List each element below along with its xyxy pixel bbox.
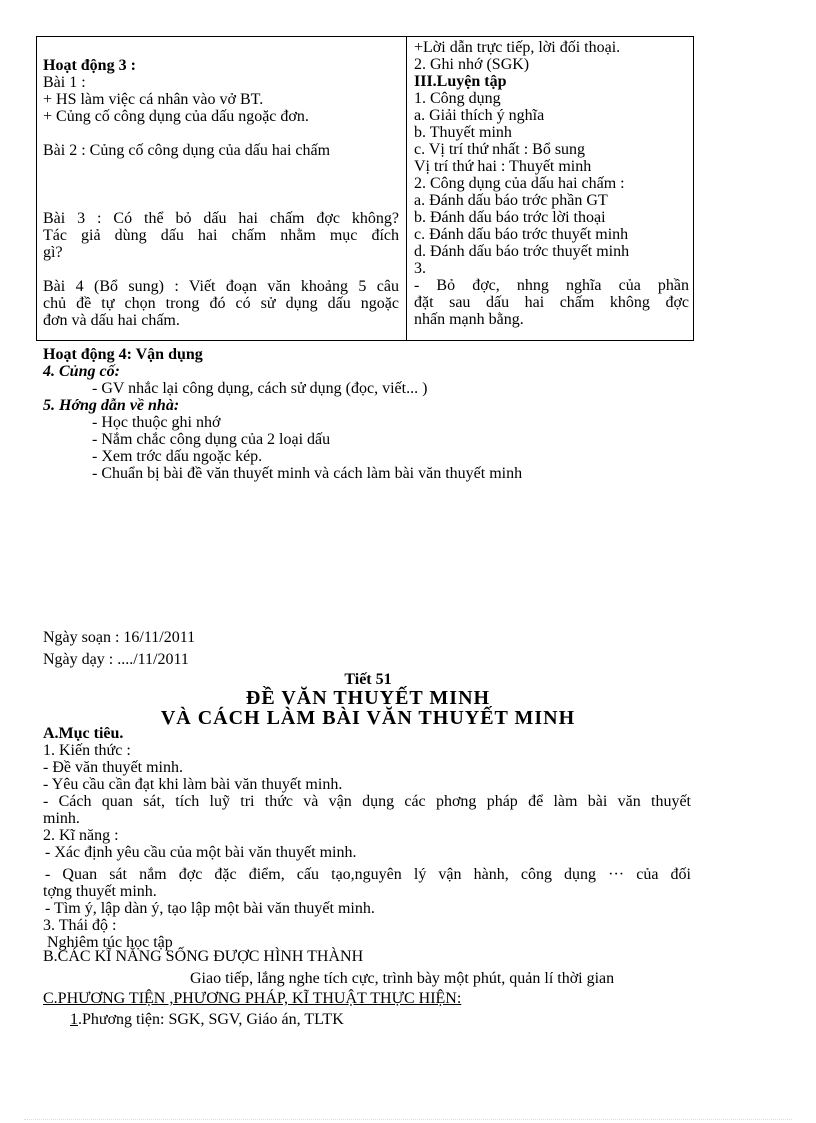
page-bottom-rule [24,1119,792,1120]
right-line-7: c. Vị trí thứ nhất : Bổ sung [414,141,586,158]
skill-item-1: - Xác định yêu cầu của một bài văn thuyết minh. [45,844,357,861]
activity-3-heading: Hoạt động 3 : [43,57,136,74]
right-line-16: đặt sau dấu hai chấm không đợc [414,294,689,311]
bai2-text: Bài 2 : Củng cố công dụng của dấu hai chấm [43,142,331,159]
bai1-line2: + Củng cố công dụng của dấu ngoặc đơn. [43,108,309,125]
knowledge-item-1: - Đề văn thuyết minh. [43,759,183,776]
attitude-item: Nghiêm túc học tập [47,934,173,951]
right-line-11: b. Đánh dấu báo trớc lời thoại [414,209,606,226]
right-line-1: +Lời dẫn trực tiếp, lời đối thoại. [414,39,621,56]
lesson-number: Tiết 51 [344,671,392,688]
right-line-17: nhấn mạnh bằng. [414,311,524,328]
right-line-13: d. Đánh dấu báo trớc thuyết minh [414,243,630,260]
skill-item-2-line2: tợng thuyết minh. [43,883,157,900]
table-right-cell [414,39,689,328]
skills-heading-2: 2. Kĩ năng : [43,827,119,844]
knowledge-item-3-wrap [43,793,691,810]
table-divider [406,37,407,340]
methods-item-1-text: .Phương tiện: SGK, SGV, Giáo án, TLTK [78,1011,344,1028]
bai1-title: Bài 1 : [43,74,86,91]
bai4-line2: chủ đề tự chọn trong đó có sử dụng dấu ngoặc [43,295,399,312]
methods-heading: C.PHƯƠNG TIỆN ,PHƯƠNG PHÁP, KĨ THUẬT THỰC HIỆN: [43,990,462,1007]
lesson-title-line2: VÀ CÁCH LÀM BÀI VĂN THUYẾT MINH [160,707,576,729]
right-line-4: 1. Công dụng [414,90,501,107]
homework-item-2: - Nắm chắc công dụng của 2 loại dấu [92,431,331,448]
bai3-line3: gì? [43,244,63,261]
bai4-line1: Bài 4 (Bổ sung) : Viết đoạn văn khoảng 5 câu [43,278,399,295]
skill-item-3: - Tìm ý, lập dàn ý, tạo lập một bài văn thuyết minh. [45,900,375,917]
objectives-heading: A.Mục tiêu. [43,725,124,742]
right-line-10: a. Đánh dấu báo trớc phần GT [414,192,608,209]
homework-item-1: - Học thuộc ghi nhớ [92,414,221,431]
homework-item-4: - Chuẩn bị bài đề văn thuyết minh và cách làm bài văn thuyết minh [92,465,523,482]
bai1-line1: + HS làm việc cá nhân vào vở BT. [43,91,264,108]
knowledge-item-2: - Yêu cầu cần đạt khi làm bài văn thuyết minh. [43,776,343,793]
skill-item-2-wrap [45,866,691,883]
cung-co-item: - GV nhắc lại công dụng, cách sử dụng (đọc, viết... ) [92,380,428,397]
date-prepared: Ngày soạn : 16/11/2011 [43,629,196,646]
bai3-line2: Tác giả dùng dấu hai chấm nhằm mục đích [43,227,399,244]
knowledge-item-3-line2: minh. [43,810,80,827]
methods-item-1-number: 1 [70,1011,78,1028]
right-line-5: a. Giải thích ý nghĩa [414,107,545,124]
life-skills-heading: B.CÁC KĨ NĂNG SỐNG ĐƯỢC HÌNH THÀNH [43,948,364,965]
huong-dan-heading: 5. Hớng dẫn về nhà: [43,397,180,414]
right-line-15: - Bỏ đợc, nhng nghĩa của phần [414,277,689,294]
table-left-cell [43,57,399,329]
activity-table [36,36,694,341]
bai4-line3: đơn và dấu hai chấm. [43,312,180,329]
date-taught: Ngày dạy : ..../11/2011 [43,651,189,668]
right-line-12: c. Đánh dấu báo trớc thuyết minh [414,226,629,243]
right-line-9: 2. Công dụng của dấu hai chấm : [414,175,625,192]
bai3-line1: Bài 3 : Có thể bỏ dấu hai chấm đợc không? [43,210,399,227]
right-line-8: Vị trí thứ hai : Thuyết minh [414,158,592,175]
knowledge-item-3-line1: - Cách quan sát, tích luỹ tri thức và vận dụng các phơng pháp để làm bài văn thuyết [43,793,691,810]
activity-4-heading: Hoạt động 4: Vận dụng [43,346,203,363]
skill-item-2-line1: - Quan sát nắm đợc đặc điểm, cấu tạo,nguyên lý vận hành, công dụng ··· của đối [45,866,691,883]
attitude-heading: 3. Thái độ : [43,917,117,934]
practice-heading: III.Luyện tập [414,73,507,90]
cung-co-heading: 4. Củng cố: [43,363,120,380]
homework-item-3: - Xem trớc dấu ngoặc kép. [92,448,263,465]
life-skills-text: Giao tiếp, lắng nghe tích cực, trình bày một phút, quản lí thời gian [190,970,615,987]
methods-item-1 [70,1011,344,1028]
lesson-title-line1: ĐỀ VĂN THUYẾT MINH [245,687,491,709]
right-line-2: 2. Ghi nhớ (SGK) [414,56,530,73]
right-line-6: b. Thuyết minh [414,124,512,141]
knowledge-heading: 1. Kiến thức : [43,742,131,759]
right-line-14: 3. [414,260,426,277]
